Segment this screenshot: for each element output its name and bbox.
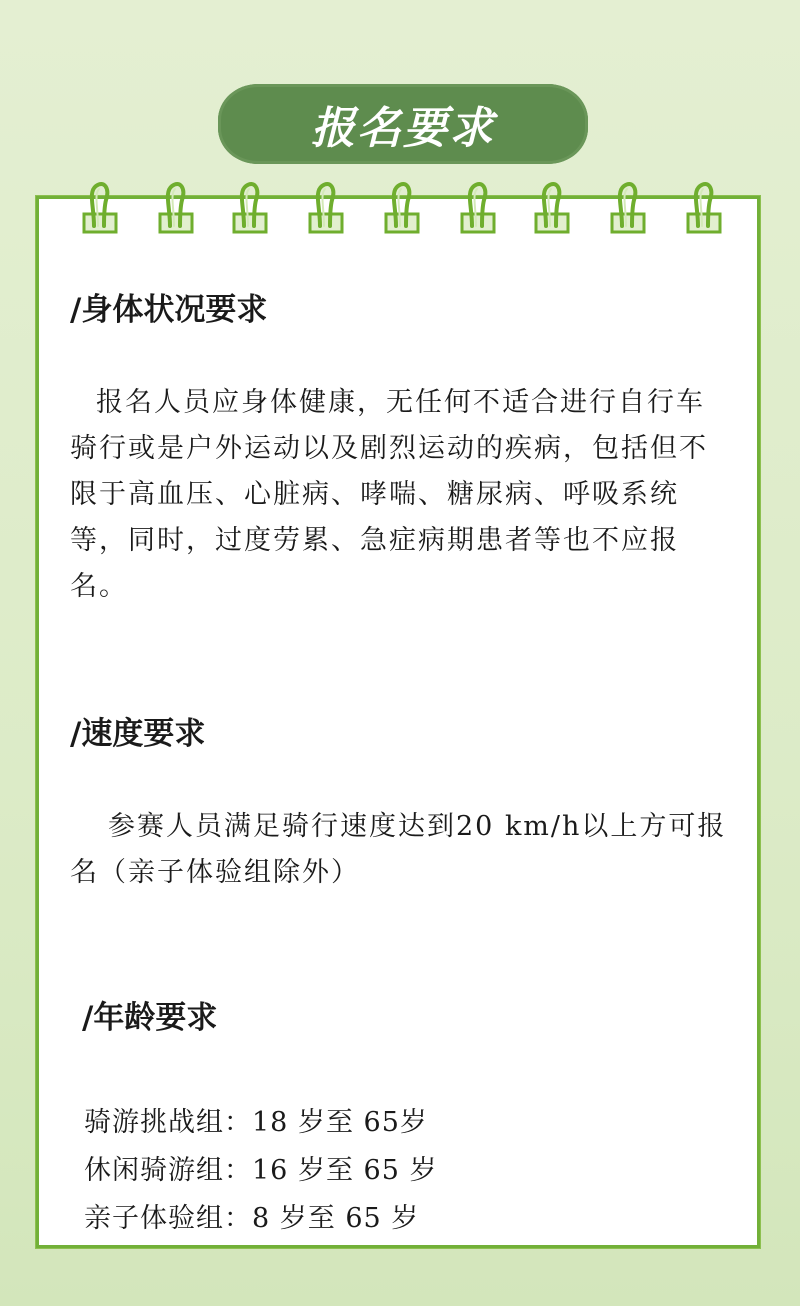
health-section-title: /身体状况要求 — [70, 292, 268, 328]
age-line-leisure: 休闲骑游组：16 岁至 65 岁 — [84, 1155, 438, 1186]
spiral-ring-icon — [608, 178, 648, 238]
spiral-ring-icon — [458, 178, 498, 238]
age-section-title: /年龄要求 — [82, 1000, 218, 1036]
age-line-challenge: 骑游挑战组：18 岁至 65岁 — [84, 1107, 428, 1138]
health-section-body: 报名人员应身体健康，无任何不适合进行自行车骑行或是户外运动以及剧烈运动的疾病，包括但不限于高血压、心脏病、哮喘、糖尿病、呼吸系统等，同时，过度劳累、急症病期患者等也不应报名。 — [70, 387, 708, 602]
age-line-family: 亲子体验组：8 岁至 65 岁 — [84, 1203, 420, 1234]
spiral-binding — [36, 178, 760, 248]
spiral-ring-icon — [532, 178, 572, 238]
spiral-ring-icon — [684, 178, 724, 238]
speed-section-body: 参赛人员满足骑行速度达到20 km/h以上方可报名（亲子体验组除外） — [70, 811, 727, 888]
spiral-ring-icon — [156, 178, 196, 238]
spiral-ring-icon — [230, 178, 270, 238]
spiral-ring-icon — [382, 178, 422, 238]
spiral-ring-icon — [306, 178, 346, 238]
page-title: 报名要求 — [311, 103, 495, 154]
title-banner — [218, 84, 588, 164]
speed-section-title: /速度要求 — [70, 716, 206, 752]
spiral-ring-icon — [80, 178, 120, 238]
